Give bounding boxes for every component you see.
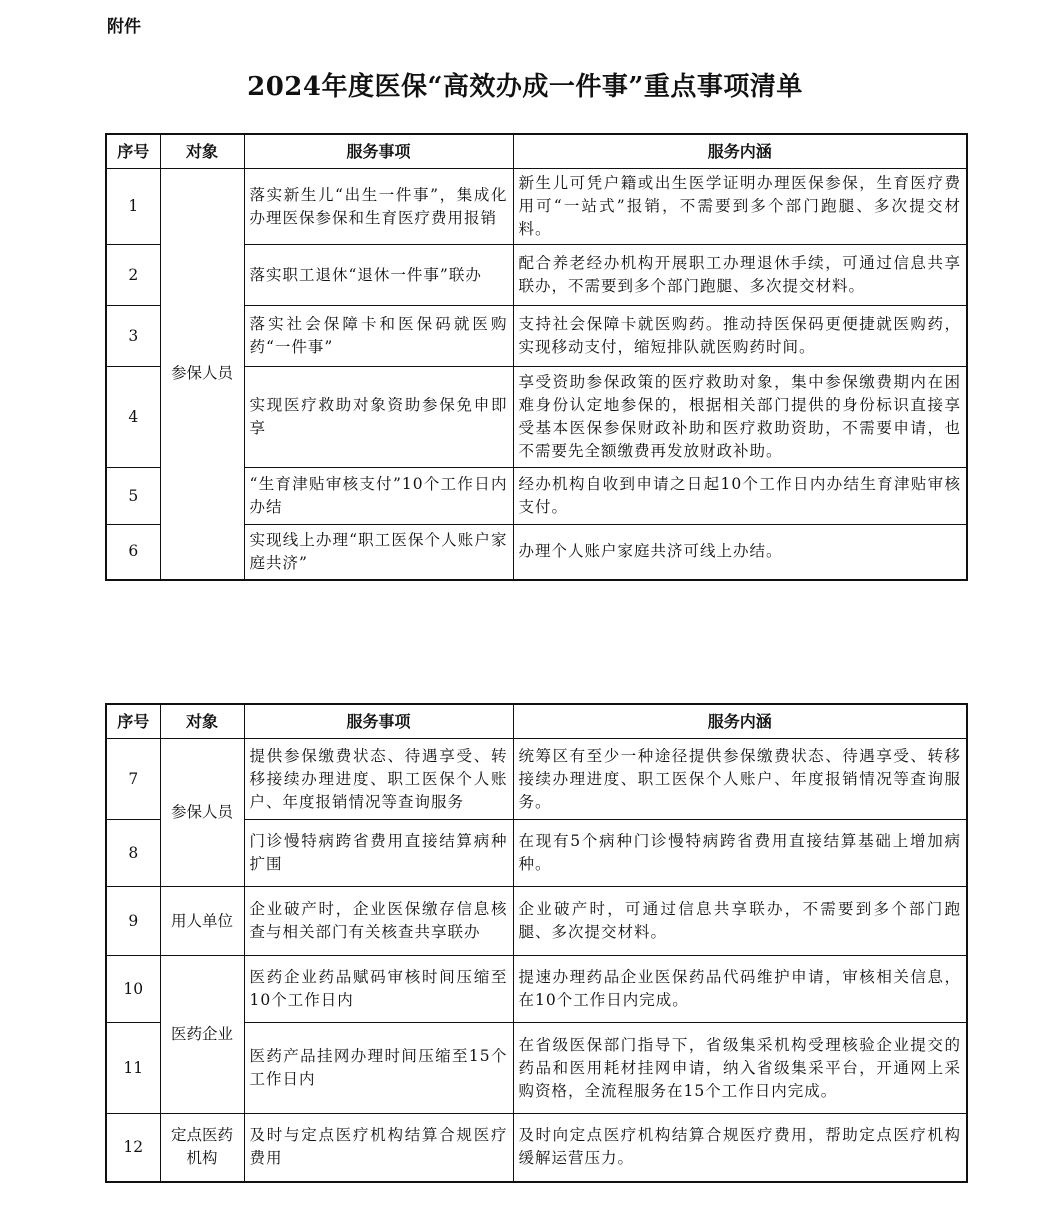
table-row (106, 739, 967, 820)
table-row (106, 169, 967, 245)
row-content: 及时向定点医疗机构结算合规医疗费用，帮助定点医疗机构缓解运营压力。 (513, 1114, 967, 1182)
row-content: 在省级医保部门指导下，省级集采机构受理核验企业提交的药品和医用耗材挂网申请，纳入省级集采平台，开通网上采购资格，全流程服务在15个工作日内完成。 (513, 1023, 967, 1114)
row-no: 5 (106, 468, 160, 525)
row-no: 2 (106, 245, 160, 306)
row-content: 统筹区有至少一种途径提供参保缴费状态、待遇享受、转移接续办理进度、职工医保个人账户、年度报销情况等查询服务。 (513, 739, 967, 820)
row-target: 参保人员 (160, 739, 244, 887)
row-no: 10 (106, 956, 160, 1023)
row-no: 12 (106, 1114, 160, 1182)
row-item: 实现线上办理“职工医保个人账户家庭共济” (244, 525, 513, 580)
row-content: 新生儿可凭户籍或出生医学证明办理医保参保，生育医疗费用可“一站式”报销，不需要到多个部门跑腿、多次提交材料。 (513, 169, 967, 245)
row-target: 用人单位 (160, 887, 244, 956)
row-no: 7 (106, 739, 160, 820)
header-no: 序号 (106, 704, 160, 739)
row-content: 提速办理药品企业医保药品代码维护申请，审核相关信息，在10个工作日内完成。 (513, 956, 967, 1023)
header-content: 服务内涵 (513, 134, 967, 169)
row-item: 提供参保缴费状态、待遇享受、转移接续办理进度、职工医保个人账户、年度报销情况等查询服务 (244, 739, 513, 820)
attachment-label: 附件 (107, 17, 141, 37)
header-item: 服务事项 (244, 704, 513, 739)
row-no: 3 (106, 306, 160, 367)
row-no: 11 (106, 1023, 160, 1114)
row-item: 实现医疗救助对象资助参保免申即享 (244, 367, 513, 468)
row-content: 享受资助参保政策的医疗救助对象，集中参保缴费期内在困难身份认定地参保的，根据相关部门提供的身份标识直接享受基本医保参保财政补助和医疗救助资助，不需要申请，也不需要先全额缴费再发放财政补助。 (513, 367, 967, 468)
row-target: 定点医药机构 (160, 1114, 244, 1182)
row-content: 经办机构自收到申请之日起10个工作日内办结生育津贴审核支付。 (513, 468, 967, 525)
row-item: 医药企业药品赋码审核时间压缩至10个工作日内 (244, 956, 513, 1023)
row-content: 配合养老经办机构开展职工办理退休手续，可通过信息共享联办，不需要到多个部门跑腿、多次提交材料。 (513, 245, 967, 306)
header-target: 对象 (160, 134, 244, 169)
task-table-1 (105, 133, 968, 581)
header-no: 序号 (106, 134, 160, 169)
row-no: 1 (106, 169, 160, 245)
row-item: 门诊慢特病跨省费用直接结算病种扩围 (244, 820, 513, 887)
row-no: 6 (106, 525, 160, 580)
row-content: 企业破产时，可通过信息共享联办，不需要到多个部门跑腿、多次提交材料。 (513, 887, 967, 956)
row-content: 支持社会保障卡就医购药。推动持医保码更便捷就医购药，实现移动支付，缩短排队就医购药时间。 (513, 306, 967, 367)
header-target: 对象 (160, 704, 244, 739)
row-content: 在现有5个病种门诊慢特病跨省费用直接结算基础上增加病种。 (513, 820, 967, 887)
row-item: 及时与定点医疗机构结算合规医疗费用 (244, 1114, 513, 1182)
row-item: 医药产品挂网办理时间压缩至15个工作日内 (244, 1023, 513, 1114)
document-title: 2024年度医保“高效办成一件事”重点事项清单 (247, 72, 803, 102)
row-item: 落实社会保障卡和医保码就医购药“一件事” (244, 306, 513, 367)
row-content: 办理个人账户家庭共济可线上办结。 (513, 525, 967, 580)
table-header-row (106, 134, 967, 169)
header-item: 服务事项 (244, 134, 513, 169)
table-row (106, 887, 967, 956)
task-table-2 (105, 703, 968, 1183)
table-header-row (106, 704, 967, 739)
row-no: 9 (106, 887, 160, 956)
row-no: 4 (106, 367, 160, 468)
row-target: 医药企业 (160, 956, 244, 1114)
table-row (106, 956, 967, 1023)
row-target: 参保人员 (160, 169, 244, 580)
row-item: 落实职工退休“退休一件事”联办 (244, 245, 513, 306)
row-item: 落实新生儿“出生一件事”，集成化办理医保参保和生育医疗费用报销 (244, 169, 513, 245)
table-row (106, 1114, 967, 1182)
row-item: 企业破产时，企业医保缴存信息核查与相关部门有关核查共享联办 (244, 887, 513, 956)
row-no: 8 (106, 820, 160, 887)
row-item: “生育津贴审核支付”10个工作日内办结 (244, 468, 513, 525)
header-content: 服务内涵 (513, 704, 967, 739)
